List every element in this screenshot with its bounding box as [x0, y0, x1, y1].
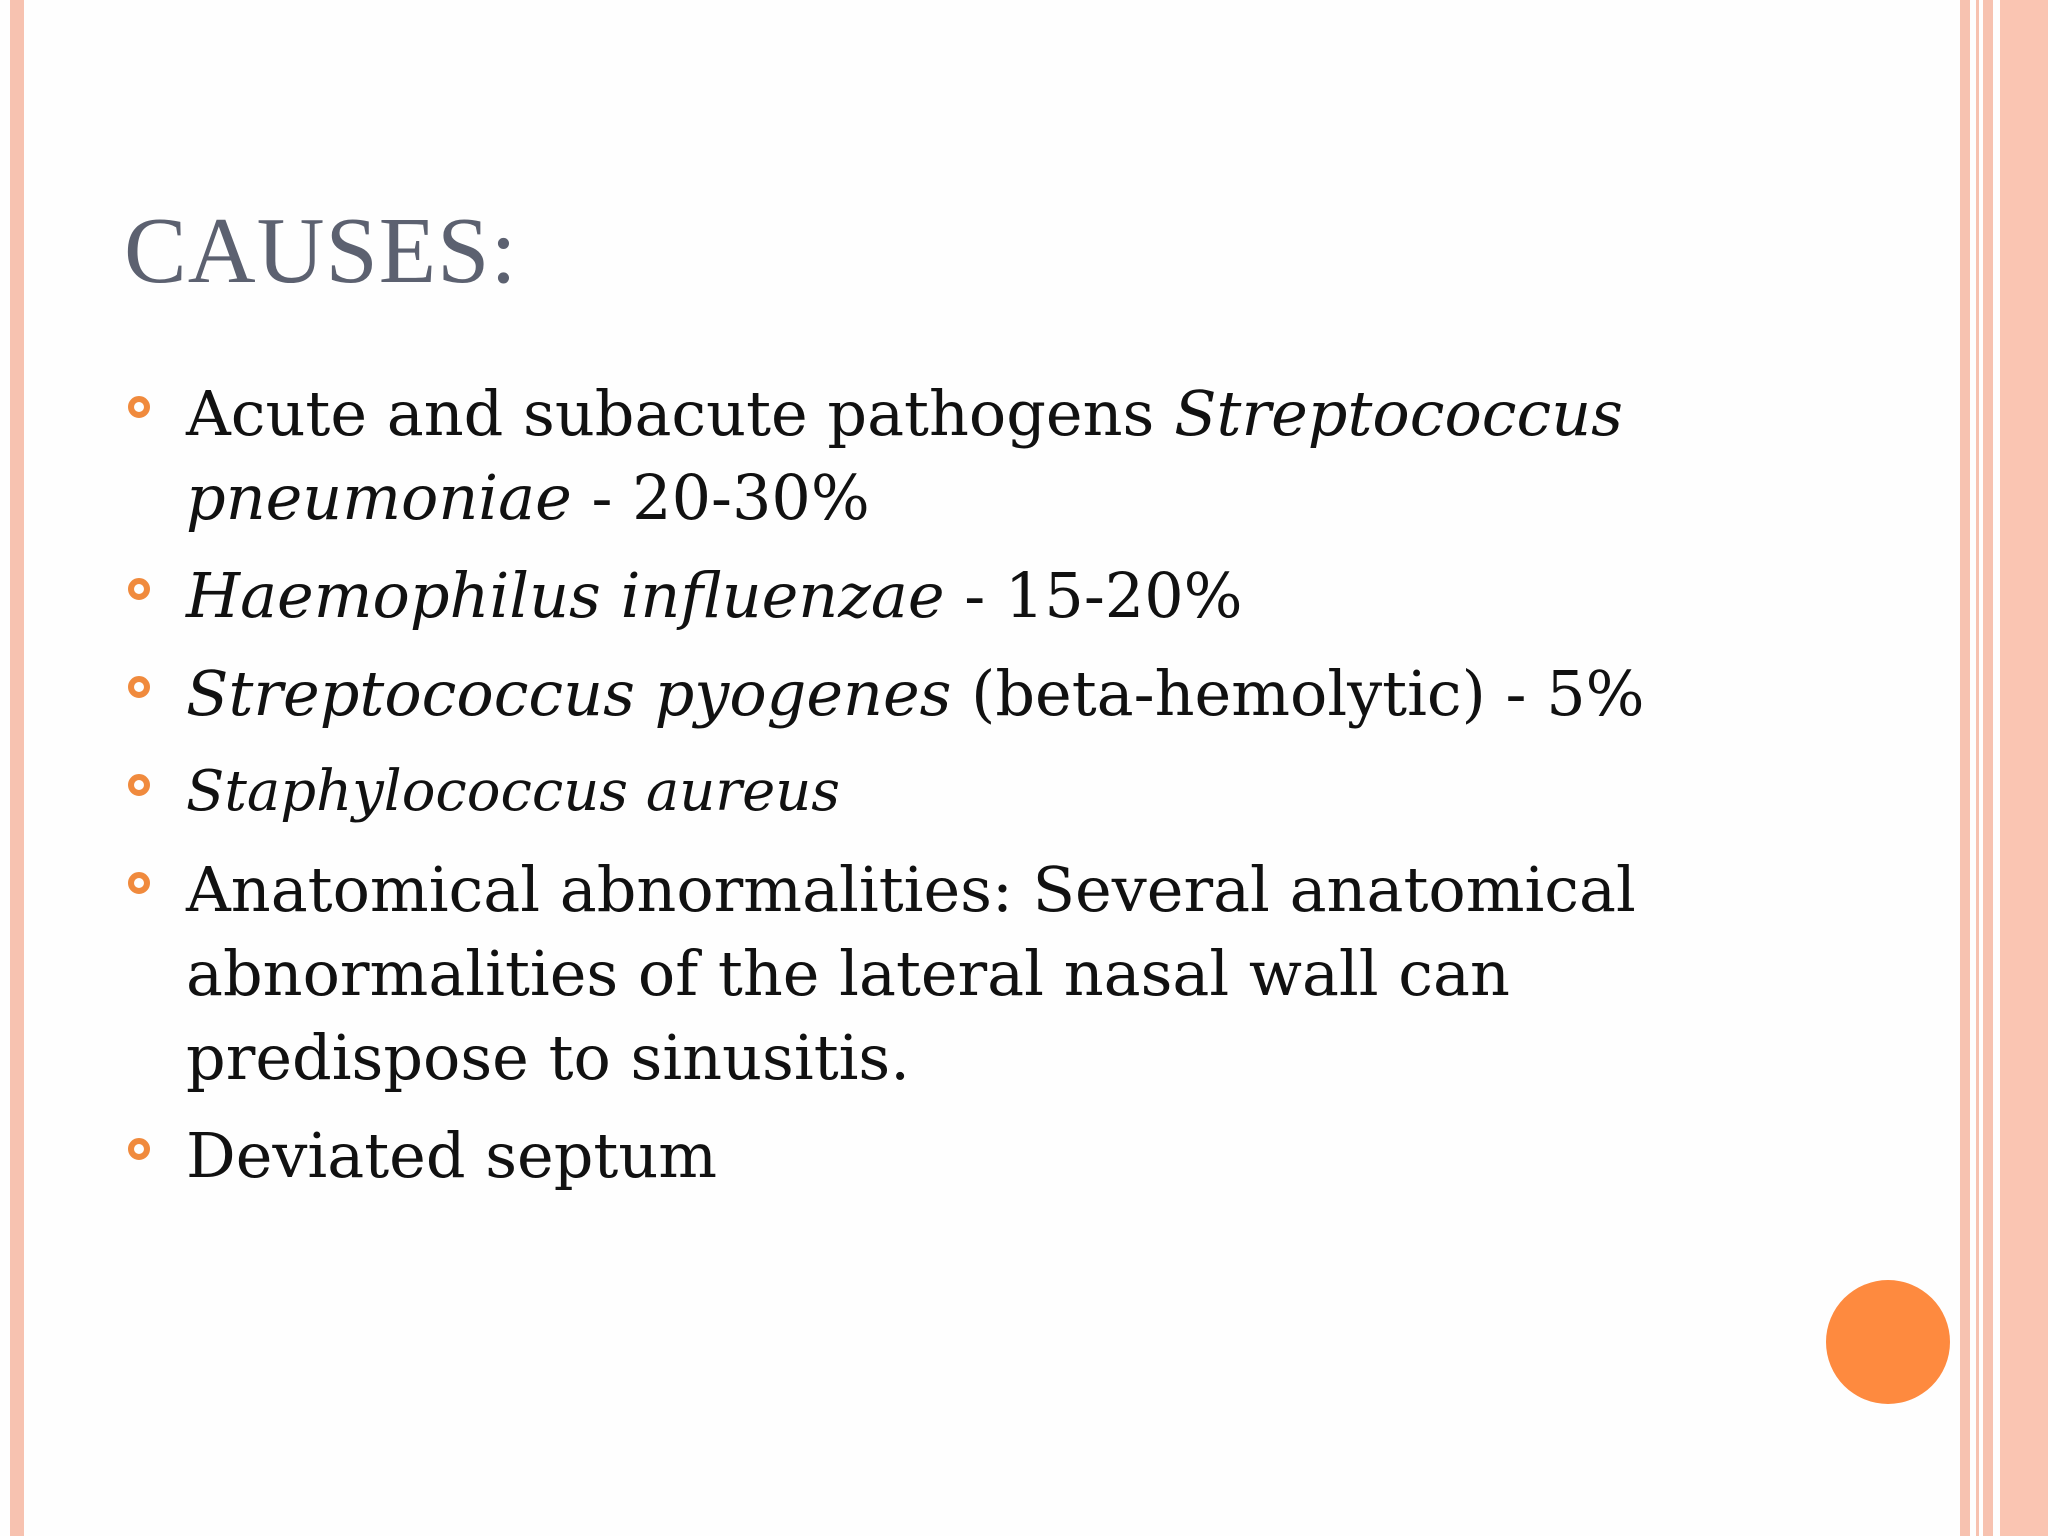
ring-bullet-icon — [128, 872, 150, 894]
bullet-text-italic: Haemophilus influenzae — [186, 559, 945, 632]
ring-bullet-icon — [128, 1138, 150, 1160]
bullet-list — [128, 372, 1688, 1212]
ring-bullet-icon — [128, 774, 150, 796]
right-border-stripe-3 — [1983, 0, 1993, 1536]
bullet-item — [128, 652, 1688, 736]
ring-bullet-icon — [128, 676, 150, 698]
bullet-item — [128, 554, 1688, 638]
left-border-stripe — [10, 0, 24, 1536]
right-border-stripe-4 — [2000, 0, 2048, 1536]
bullet-text-italic: Streptococcus pneumoniae — [186, 377, 1623, 534]
bullet-text-suffix: - 15-20% — [944, 559, 1243, 632]
orange-circle-decoration — [1826, 1280, 1950, 1404]
ring-bullet-icon — [128, 396, 150, 418]
bullet-text: Anatomical abnormalities: Several anatomical abnormalities of the lateral nasal wall can predispose to sinusitis. — [186, 853, 1636, 1094]
right-border-stripe-2 — [1976, 0, 1979, 1536]
bullet-item — [128, 1114, 1688, 1198]
bullet-item — [128, 372, 1688, 540]
bullet-item — [128, 848, 1688, 1100]
bullet-item — [128, 750, 1688, 834]
ring-bullet-icon — [128, 578, 150, 600]
slide-title: CAUSES: — [124, 199, 518, 303]
bullet-text-italic: Staphylococcus aureus — [186, 759, 841, 824]
bullet-text-suffix: (beta-hemolytic) - 5% — [951, 657, 1645, 730]
bullet-text: Deviated septum — [186, 1119, 718, 1192]
bullet-text-suffix: - 20-30% — [571, 461, 870, 534]
bullet-text: Acute and subacute pathogens — [186, 377, 1175, 450]
bullet-text-italic: Streptococcus pyogenes — [186, 657, 952, 730]
right-border-stripe-1 — [1960, 0, 1970, 1536]
